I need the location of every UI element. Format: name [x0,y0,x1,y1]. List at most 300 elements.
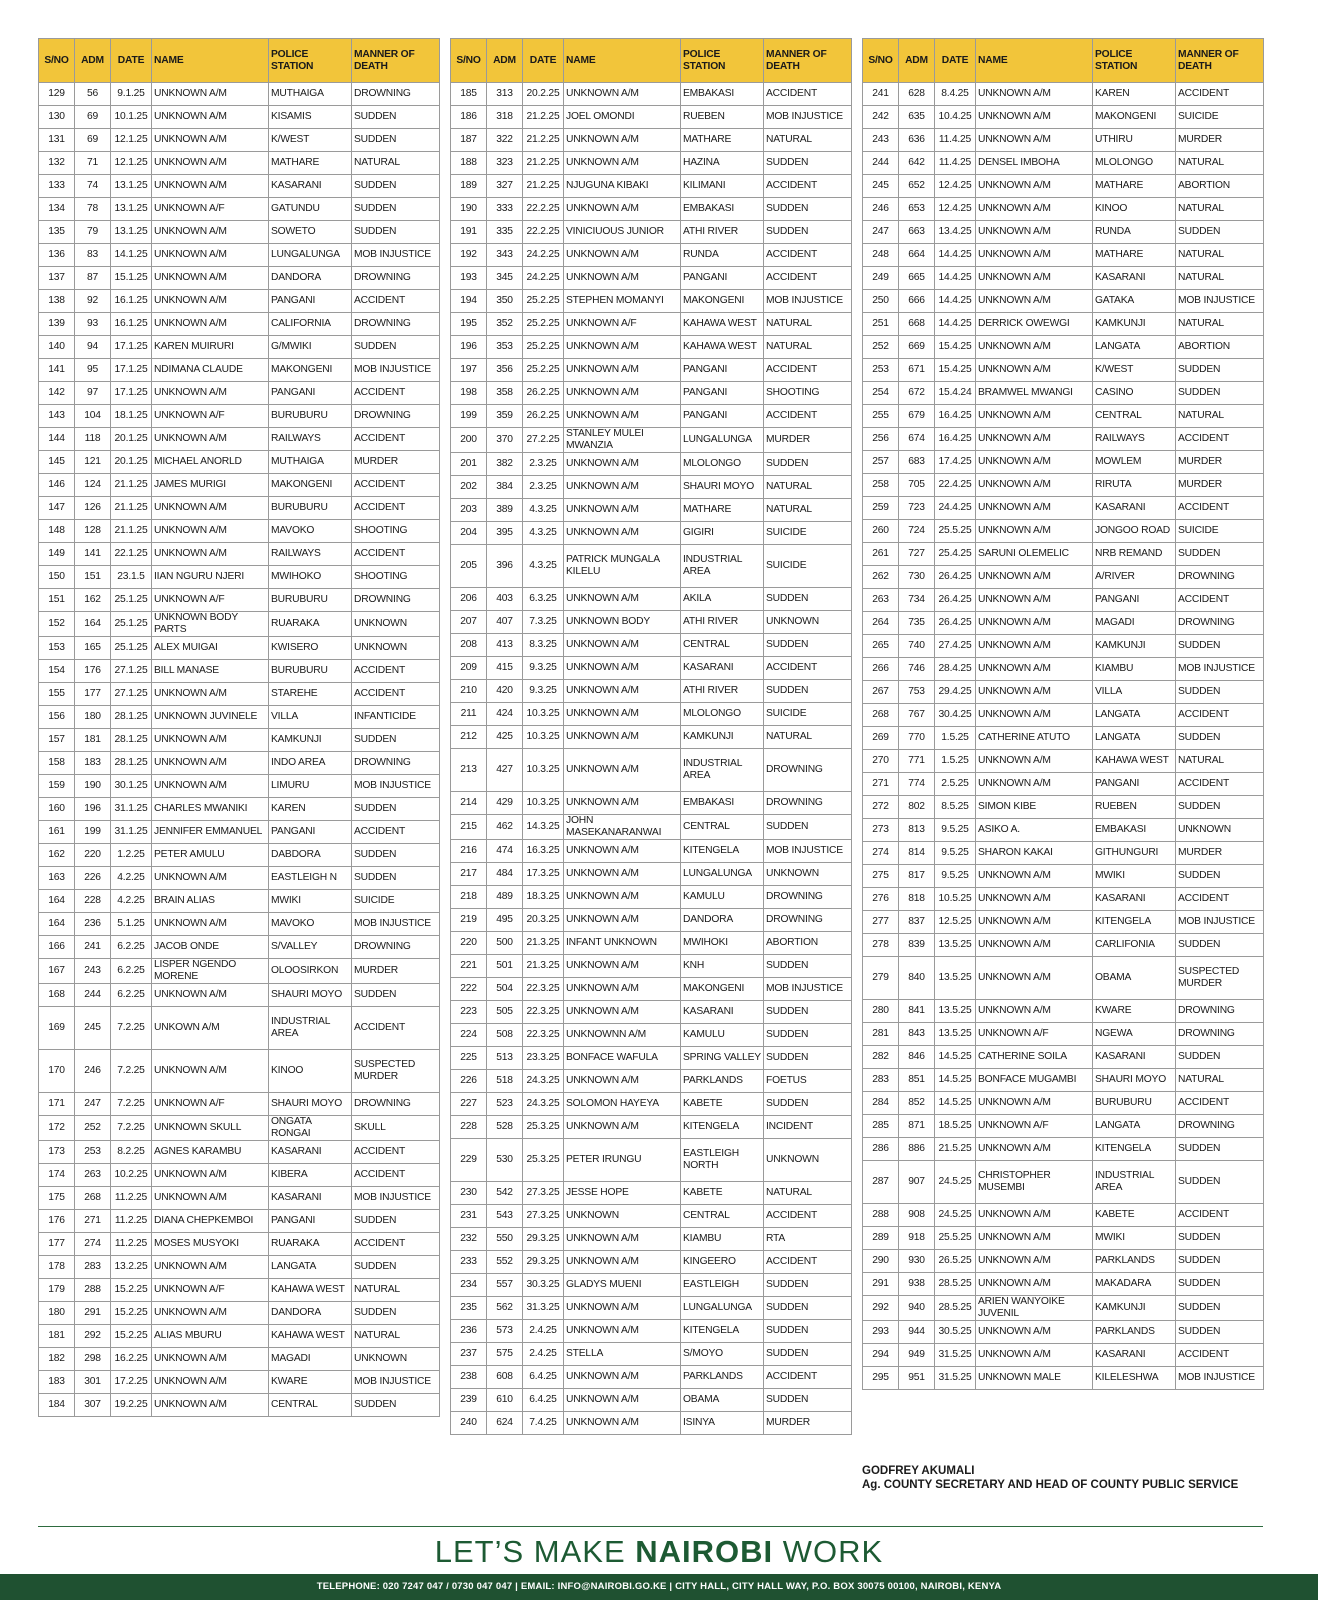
adm-cell: 705 [899,474,935,497]
name-cell: UNKNOWN A/M [564,1389,681,1412]
adm-cell: 318 [487,106,523,129]
sno-cell: 241 [863,83,899,106]
adm-cell: 664 [899,244,935,267]
date-cell: 10.2.25 [111,1164,152,1187]
date-cell: 15.2.25 [111,1279,152,1302]
date-cell: 2.3.25 [523,453,564,476]
name-cell: UNKNOWN A/M [564,244,681,267]
table-row [39,1210,440,1233]
sno-cell: 248 [863,244,899,267]
police-station-cell: KITENGELA [1093,911,1176,934]
police-station-cell: LANGATA [1093,704,1176,727]
table-row [863,842,1264,865]
table-row [451,1093,852,1116]
sno-cell: 174 [39,1164,75,1187]
name-cell: UNKNOWN A/M [152,1394,269,1417]
adm-cell: 817 [899,865,935,888]
police-station-cell: SHAURI MOYO [269,1093,352,1116]
police-station-cell: KINOO [1093,198,1176,221]
adm-cell: 424 [487,703,523,726]
name-cell: UNKNOWN A/M [152,313,269,336]
name-cell: UNKNOWN A/M [152,867,269,890]
police-station-cell: LANGATA [1093,1115,1176,1138]
table-row [451,1274,852,1297]
table-row [863,359,1264,382]
manner-of-death-cell: SUDDEN [1176,681,1264,704]
adm-cell: 246 [75,1050,111,1093]
manner-of-death-cell: SUICIDE [1176,106,1264,129]
sno-cell: 259 [863,497,899,520]
table-row [451,1024,852,1047]
date-cell: 7.2.25 [111,1116,152,1141]
police-station-cell: MLOLONGO [681,453,764,476]
manner-of-death-cell: ABORTION [1176,336,1264,359]
sno-cell: 145 [39,451,75,474]
table-row [39,984,440,1007]
adm-cell: 562 [487,1297,523,1320]
police-station-cell: LUNGALUNGA [681,863,764,886]
police-station-cell: CENTRAL [1093,405,1176,428]
sno-cell: 181 [39,1325,75,1348]
police-station-cell: MAKONGENI [681,978,764,1001]
header-manner-of-death: MANNER OF DEATH [1176,39,1264,83]
adm-cell: 396 [487,545,523,588]
police-station-cell: EASTLEIGH N [269,867,352,890]
sno-cell: 131 [39,129,75,152]
date-cell: 1.5.25 [935,727,976,750]
sno-cell: 140 [39,336,75,359]
sno-cell: 232 [451,1228,487,1251]
manner-of-death-cell: SUDDEN [764,198,852,221]
name-cell: LISPER NGENDO MORENE [152,959,269,984]
sno-cell: 188 [451,152,487,175]
header-date: DATE [523,39,564,83]
date-cell: 6.2.25 [111,959,152,984]
contact-info: TELEPHONE: 020 7247 047 / 0730 047 047 | EMAIL: INFO@NAIROBI.GO.KE | CITY HALL, CITY HALL WAY, P.O. BOX 30075 00100, NAIROBI, KENYA [316,1581,1002,1592]
police-station-cell: KASARANI [269,175,352,198]
manner-of-death-cell: SUDDEN [1176,1046,1264,1069]
police-station-cell: MAKADARA [1093,1273,1176,1296]
sno-cell: 164 [39,890,75,913]
sno-cell: 215 [451,815,487,840]
contact-footer [0,1574,1318,1600]
adm-cell: 528 [487,1116,523,1139]
manner-of-death-cell: ACCIDENT [352,1233,440,1256]
name-cell: UNKNOWN A/M [976,474,1093,497]
adm-cell: 350 [487,290,523,313]
manner-of-death-cell: SUDDEN [1176,382,1264,405]
name-cell: UNKNOWN A/M [976,681,1093,704]
police-station-cell: RAILWAYS [269,543,352,566]
manner-of-death-cell: SUDDEN [1176,1273,1264,1296]
table-row [39,313,440,336]
police-station-cell: MLOLONGO [681,703,764,726]
adm-cell: 727 [899,543,935,566]
table-row [451,1047,852,1070]
manner-of-death-cell: MOB INJUSTICE [1176,290,1264,313]
name-cell: UNKNOWN A/M [564,1297,681,1320]
police-station-cell: GATUNDU [269,198,352,221]
manner-of-death-cell: SUDDEN [764,1274,852,1297]
name-cell: JOHN MASEKANARANWAI [564,815,681,840]
police-station-cell: KAMKUNJI [1093,313,1176,336]
sno-cell: 204 [451,522,487,545]
manner-of-death-cell: SUDDEN [1176,1250,1264,1273]
table-row [863,451,1264,474]
name-cell: UNKNOWN A/M [976,267,1093,290]
police-station-cell: BURUBURU [269,589,352,612]
date-cell: 26.4.25 [935,566,976,589]
police-station-cell: KASARANI [1093,267,1176,290]
name-cell: UNKNOWN A/M [976,451,1093,474]
date-cell: 22.4.25 [935,474,976,497]
police-station-cell: VILLA [269,706,352,729]
adm-cell: 489 [487,886,523,909]
police-station-cell: ATHI RIVER [681,221,764,244]
sno-cell: 285 [863,1115,899,1138]
table-row [863,175,1264,198]
date-cell: 27.3.25 [523,1205,564,1228]
table-row [39,959,440,984]
police-station-cell: LANGATA [269,1256,352,1279]
date-cell: 21.5.25 [935,1138,976,1161]
table-row [863,1069,1264,1092]
police-station-cell: MAVOKO [269,913,352,936]
adm-cell: 118 [75,428,111,451]
manner-of-death-cell: NATURAL [764,726,852,749]
manner-of-death-cell: SUDDEN [352,844,440,867]
manner-of-death-cell: SUDDEN [1176,1138,1264,1161]
police-station-cell: DANDORA [269,1302,352,1325]
date-cell: 4.2.25 [111,890,152,913]
adm-cell: 746 [899,658,935,681]
police-station-cell: NRB REMAND [1093,543,1176,566]
date-cell: 16.1.25 [111,313,152,336]
sno-cell: 251 [863,313,899,336]
table-row [863,865,1264,888]
police-station-cell: PANGANI [269,821,352,844]
sno-cell: 155 [39,683,75,706]
adm-cell: 930 [899,1250,935,1273]
adm-cell: 557 [487,1274,523,1297]
name-cell: UNKNOWN A/M [976,888,1093,911]
adm-cell: 243 [75,959,111,984]
police-station-cell: KABETE [681,1182,764,1205]
sno-cell: 294 [863,1344,899,1367]
police-station-cell: RUARAKA [269,612,352,637]
manner-of-death-cell: NATURAL [764,336,852,359]
adm-cell: 164 [75,612,111,637]
manner-of-death-cell: SUDDEN [764,152,852,175]
manner-of-death-cell: SUDDEN [1176,865,1264,888]
date-cell: 28.1.25 [111,706,152,729]
name-cell: UNKNOWN A/M [152,428,269,451]
table-row [863,1000,1264,1023]
sno-cell: 189 [451,175,487,198]
sno-cell: 153 [39,637,75,660]
sno-cell: 146 [39,474,75,497]
sno-cell: 229 [451,1139,487,1182]
name-cell: UNKNOWN A/F [152,1093,269,1116]
sno-cell: 274 [863,842,899,865]
manner-of-death-cell: MURDER [764,428,852,453]
police-station-cell: KABETE [681,1093,764,1116]
name-cell: UNKNOWN A/M [564,1228,681,1251]
date-cell: 23.1.5 [111,566,152,589]
sno-cell: 184 [39,1394,75,1417]
name-cell: INFANT UNKNOWN [564,932,681,955]
table-row [863,704,1264,727]
manner-of-death-cell: ACCIDENT [1176,704,1264,727]
name-cell: UNKNOWN A/M [152,267,269,290]
adm-cell: 907 [899,1161,935,1204]
police-station-cell: KAREN [269,798,352,821]
name-cell: UNKNOWN A/M [152,729,269,752]
name-cell: UNKNOWN A/M [152,520,269,543]
table-row [451,1366,852,1389]
date-cell: 14.5.25 [935,1092,976,1115]
sno-cell: 159 [39,775,75,798]
police-station-cell: MATHARE [681,499,764,522]
date-cell: 25.2.25 [523,359,564,382]
table-row [39,1348,440,1371]
sno-cell: 243 [863,129,899,152]
table-row [451,1205,852,1228]
sno-cell: 142 [39,382,75,405]
manner-of-death-cell: NATURAL [352,1279,440,1302]
name-cell: UNKNOWN A/M [976,221,1093,244]
name-cell: UNKNOWN BODY PARTS [152,612,269,637]
date-cell: 26.2.25 [523,382,564,405]
date-cell: 16.4.25 [935,405,976,428]
police-station-cell: RUARAKA [269,1233,352,1256]
police-station-cell: ATHI RIVER [681,611,764,634]
slogan-suffix: WORK [773,1534,884,1569]
adm-cell: 183 [75,752,111,775]
name-cell: UNKNOWN A/M [152,175,269,198]
date-cell: 21.2.25 [523,175,564,198]
adm-cell: 271 [75,1210,111,1233]
police-station-cell: KASARANI [681,657,764,680]
name-cell: UNKNOWN [564,1205,681,1228]
table-row [451,1001,852,1024]
table-row [39,1302,440,1325]
table-row [39,1233,440,1256]
table-row [451,955,852,978]
manner-of-death-cell: DROWNING [1176,1023,1264,1046]
adm-cell: 770 [899,727,935,750]
sno-cell: 247 [863,221,899,244]
sno-cell: 225 [451,1047,487,1070]
name-cell: UNKNOWN A/M [976,704,1093,727]
manner-of-death-cell: MURDER [1176,842,1264,865]
sno-cell: 244 [863,152,899,175]
manner-of-death-cell: NATURAL [764,313,852,336]
date-cell: 18.1.25 [111,405,152,428]
adm-cell: 501 [487,955,523,978]
name-cell: BONFACE MUGAMBI [976,1069,1093,1092]
table-row [451,198,852,221]
sno-cell: 269 [863,727,899,750]
name-cell: UNKNOWN A/M [152,1164,269,1187]
date-cell: 7.3.25 [523,611,564,634]
table-row [451,290,852,313]
sno-cell: 136 [39,244,75,267]
police-station-cell: MAKONGENI [1093,106,1176,129]
date-cell: 24.2.25 [523,267,564,290]
name-cell: UNKNOWN A/M [976,290,1093,313]
adm-cell: 322 [487,129,523,152]
name-cell: SARUNI OLEMELIC [976,543,1093,566]
date-cell: 16.1.25 [111,290,152,313]
date-cell: 17.1.25 [111,336,152,359]
police-station-cell: MAKONGENI [269,474,352,497]
adm-cell: 253 [75,1141,111,1164]
sno-cell: 177 [39,1233,75,1256]
adm-cell: 382 [487,453,523,476]
name-cell: UNKNOWN A/M [976,957,1093,1000]
table-row [39,589,440,612]
header-manner-of-death: MANNER OF DEATH [764,39,852,83]
table-row [451,129,852,152]
adm-cell: 121 [75,451,111,474]
table-row [863,1023,1264,1046]
police-station-cell: KITENGELA [681,840,764,863]
date-cell: 26.5.25 [935,1250,976,1273]
table-row [863,957,1264,1000]
date-cell: 14.5.25 [935,1046,976,1069]
table-row [39,267,440,290]
manner-of-death-cell: ACCIDENT [352,1164,440,1187]
name-cell: UNKNOWN A/M [564,476,681,499]
police-station-cell: KAMKUNJI [1093,1296,1176,1321]
name-cell: UNKNOWN A/M [976,198,1093,221]
table-row [451,1412,852,1435]
date-cell: 11.2.25 [111,1210,152,1233]
manner-of-death-cell: SUDDEN [764,1343,852,1366]
table-row [451,680,852,703]
adm-cell: 840 [899,957,935,1000]
table-row [863,934,1264,957]
adm-cell: 724 [899,520,935,543]
manner-of-death-cell: SUDDEN [764,221,852,244]
table-row [39,566,440,589]
sno-cell: 171 [39,1093,75,1116]
adm-cell: 370 [487,428,523,453]
table-row [451,792,852,815]
table-row [39,474,440,497]
table-row [863,83,1264,106]
name-cell: UNKNOWN A/M [564,749,681,792]
table-row [39,890,440,913]
table-row [863,1250,1264,1273]
name-cell: UNKNOWN A/M [976,658,1093,681]
date-cell: 18.3.25 [523,886,564,909]
manner-of-death-cell: DROWNING [764,749,852,792]
manner-of-death-cell: UNKNOWN [352,612,440,637]
manner-of-death-cell: ACCIDENT [352,290,440,313]
police-station-cell: ATHI RIVER [681,680,764,703]
adm-cell: 635 [899,106,935,129]
police-station-cell: GATAKA [1093,290,1176,313]
police-station-cell: PARKLANDS [681,1070,764,1093]
date-cell: 13.1.25 [111,175,152,198]
adm-cell: 530 [487,1139,523,1182]
name-cell: BONFACE WAFULA [564,1047,681,1070]
date-cell: 30.1.25 [111,775,152,798]
name-cell: UNKNOWN A/M [564,83,681,106]
police-station-cell: RUEBEN [681,106,764,129]
police-station-cell: HAZINA [681,152,764,175]
manner-of-death-cell: SUDDEN [352,1394,440,1417]
date-cell: 31.1.25 [111,821,152,844]
adm-cell: 343 [487,244,523,267]
date-cell: 24.3.25 [523,1093,564,1116]
name-cell: UNKNOWN A/M [564,499,681,522]
date-cell: 20.2.25 [523,83,564,106]
adm-cell: 92 [75,290,111,313]
date-cell: 15.2.25 [111,1302,152,1325]
date-cell: 11.4.25 [935,129,976,152]
table-row [451,382,852,405]
manner-of-death-cell: ACCIDENT [764,405,852,428]
manner-of-death-cell: NATURAL [764,129,852,152]
name-cell: UNKNOWN A/M [976,1321,1093,1344]
manner-of-death-cell: SUDDEN [764,955,852,978]
police-station-cell: KWISERO [269,637,352,660]
police-station-cell: KITENGELA [681,1320,764,1343]
date-cell: 25.1.25 [111,589,152,612]
date-cell: 2.4.25 [523,1343,564,1366]
name-cell: UNKNOWN A/F [152,405,269,428]
name-cell: UNKNOWN A/M [564,657,681,680]
adm-cell: 665 [899,267,935,290]
police-station-cell: G/MWIKI [269,336,352,359]
adm-cell: 671 [899,359,935,382]
manner-of-death-cell: UNKNOWN [764,863,852,886]
adm-cell: 345 [487,267,523,290]
name-cell: ARIEN WANYOIKE JUVENIL [976,1296,1093,1321]
adm-cell: 252 [75,1116,111,1141]
police-station-cell: S/MOYO [681,1343,764,1366]
police-station-cell: S/VALLEY [269,936,352,959]
sno-cell: 222 [451,978,487,1001]
table-row [863,1204,1264,1227]
manner-of-death-cell: ACCIDENT [764,1251,852,1274]
sno-cell: 270 [863,750,899,773]
date-cell: 28.1.25 [111,752,152,775]
sno-cell: 280 [863,1000,899,1023]
adm-cell: 356 [487,359,523,382]
sno-cell: 217 [451,863,487,886]
sno-cell: 156 [39,706,75,729]
date-cell: 10.4.25 [935,106,976,129]
date-cell: 21.2.25 [523,129,564,152]
police-station-cell: KAHAWA WEST [1093,750,1176,773]
date-cell: 27.4.25 [935,635,976,658]
date-cell: 15.4.24 [935,382,976,405]
manner-of-death-cell: UNKNOWN [764,1139,852,1182]
table-row [863,589,1264,612]
adm-cell: 177 [75,683,111,706]
sno-cell: 162 [39,844,75,867]
police-station-cell: INDUSTRIAL AREA [681,545,764,588]
adm-cell: 313 [487,83,523,106]
police-station-cell: MWIHOKO [269,566,352,589]
manner-of-death-cell: ACCIDENT [764,1366,852,1389]
police-station-cell: GITHUNGURI [1093,842,1176,865]
name-cell: UNKNOWN A/M [564,152,681,175]
